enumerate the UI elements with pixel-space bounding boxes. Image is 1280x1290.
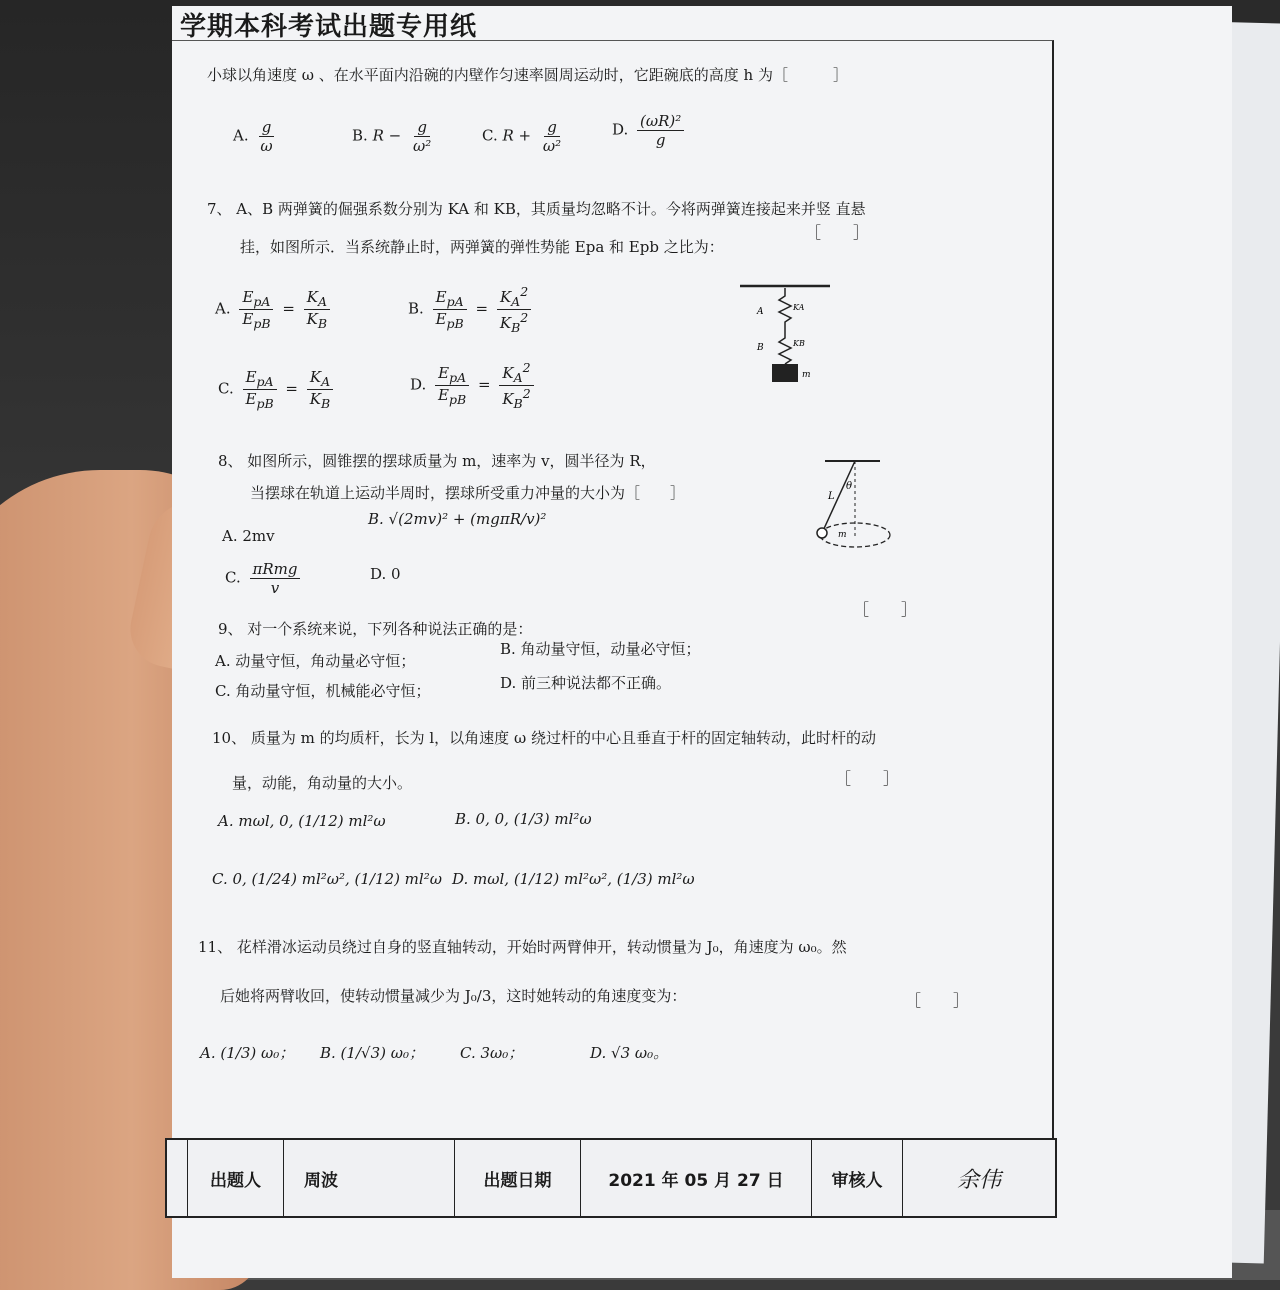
q7-stem-line1: 7、 A、B 两弹簧的倔强系数分别为 KA 和 KB，其质量均忽略不计。今将两弹簧连接起来并竖 直悬 [207, 200, 866, 218]
q11-option-a: A. (1/3) ω₀； [200, 1044, 295, 1062]
mass-block [772, 364, 798, 382]
label-l: L [828, 491, 835, 502]
q10-stem-line1: 10、 质量为 m 的均质杆，长为 l，以角速度 ω 绕过杆的中心且垂直于杆的固定轴转动，此时杆的动 [212, 729, 876, 747]
q9-answer-bracket: ［ ］ [853, 600, 918, 619]
q7-spring-diagram [735, 280, 845, 390]
pendulum-bob [817, 528, 827, 538]
q7-answer-bracket: ［ ］ [805, 223, 870, 242]
setter-label: 出题人 [188, 1140, 284, 1216]
q8-option-d: D. 0 [370, 565, 401, 583]
q11-option-d: D. √3 ω₀。 [590, 1044, 669, 1062]
q9-option-a: A. 动量守恒，角动量必守恒； [215, 652, 416, 670]
q11-option-b: B. (1/√3) ω₀； [320, 1044, 424, 1062]
q10-option-b: B. 0, 0, (1/3) ml²ω [455, 810, 592, 828]
q10-stem-line2: 量，动能，角动量的大小。 [232, 774, 413, 792]
reviewer-signature: 余伟 [956, 1167, 1001, 1193]
label-m: m [802, 370, 811, 380]
date-label: 出题日期 [455, 1140, 581, 1216]
pendulum-string [822, 461, 855, 533]
q11-option-c: C. 3ω₀； [460, 1044, 524, 1062]
q6-stem: 小球以角速度 ω 、在水平面内沿碗的内壁作匀速率圆周运动时，它距碗底的高度 h 为［ ］ [207, 66, 848, 84]
q8-stem-line1: 8、 如图所示，圆锥摆的摆球质量为 m，速率为 v，圆半径为 R， [218, 452, 656, 470]
label-kb: KB [793, 339, 805, 348]
q10-answer-bracket: ［ ］ [835, 769, 900, 788]
q9-stem: 9、 对一个系统来说，下列各种说法正确的是： [218, 620, 533, 638]
label-ka: KA [793, 303, 805, 312]
q6-option-b: B. R − $\frac{g}{\text{ω²}}$ [352, 118, 432, 155]
q6-option-c: C. R + $\frac{g}{\text{ω²}}$ [482, 118, 562, 155]
q8-option-c: C. $\frac{\text{πRmg}}{v}$ [225, 560, 304, 597]
q7-option-a: A. $\frac{E_{pA}}{E_{pB}}$ = $\frac{K_A}{K_B}$ [215, 288, 334, 331]
setter-name: 周波 [284, 1140, 455, 1216]
q8-pendulum-diagram [800, 455, 900, 555]
q11-stem-line2: 后她将两臂收回，使转动惯量减少为 J₀/3，这时她转动的角速度变为： [220, 987, 687, 1005]
q9-option-c: C. 角动量守恒，机械能必守恒； [215, 682, 431, 700]
q7-option-c: C. $\frac{E_{pA}}{E_{pB}}$ = $\frac{K_A}{K_B}$ [218, 368, 337, 411]
reviewer-label: 审核人 [812, 1140, 903, 1216]
q8-stem-line2: 当摆球在轨道上运动半周时，摆球所受重力冲量的大小为［ ］ [250, 484, 686, 502]
q7-option-d: D. $\frac{E_{pA}}{E_{pB}}$ = $\frac{K_A^2}{K_B^2}$ [410, 360, 538, 411]
date-value: 2021 年 05 月 27 日 [581, 1140, 812, 1216]
footer-info-table [165, 1138, 1057, 1218]
label-b: B [757, 343, 764, 353]
page-title: 学期本科考试出题专用纸 [180, 12, 478, 42]
footer-margin-cell [167, 1140, 188, 1216]
q6-option-d: D. $\frac{\text{(ωR)²}}{g}$ [612, 112, 688, 149]
q10-option-d: D. mωl, (1/12) ml²ω², (1/3) ml²ω [452, 870, 695, 888]
q7-option-b: B. $\frac{E_{pA}}{E_{pB}}$ = $\frac{K_A^2}{K_B^2}$ [408, 284, 535, 335]
q8-option-a: A. 2mv [222, 527, 275, 545]
spring-b [779, 332, 791, 364]
q6-option-a: A. $\frac{g}{\omega}$ [233, 118, 273, 155]
q9-option-d: D. 前三种说法都不正确。 [500, 674, 672, 692]
q8-option-b: B. √(2mv)² + (mgπR/v)² [368, 510, 547, 528]
label-a: A [757, 307, 764, 317]
label-m: m [838, 530, 847, 540]
q10-option-c: C. 0, (1/24) ml²ω², (1/12) ml²ω [212, 870, 442, 888]
q11-stem-line1: 11、 花样滑冰运动员绕过自身的竖直轴转动，开始时两臂伸开，转动惯量为 J₀，角速度为 ω₀。然 [198, 938, 847, 956]
q10-option-a: A. mωl, 0, (1/12) ml²ω [218, 812, 386, 830]
q11-answer-bracket: ［ ］ [905, 991, 970, 1010]
label-theta: θ [846, 481, 853, 492]
spring-a [779, 288, 791, 332]
q9-option-b: B. 角动量守恒，动量必守恒； [500, 640, 701, 658]
q7-stem-line2: 挂，如图所示．当系统静止时，两弹簧的弹性势能 Epa 和 Epb 之比为： [240, 238, 724, 256]
